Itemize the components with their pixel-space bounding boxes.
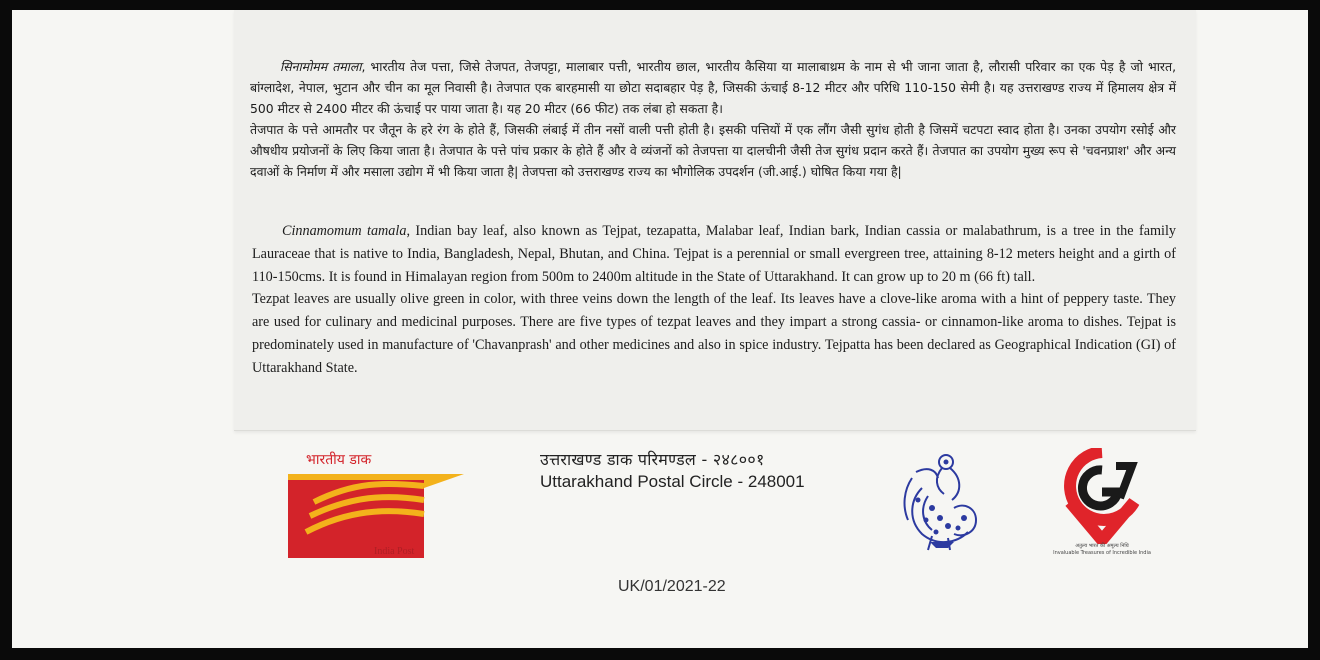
gi-caption-english: Invaluable Treasures of Incredible India	[1053, 550, 1151, 556]
postal-circle-hindi: उत्तराखण्ड डाक परिमण्डल - २४८००१	[540, 450, 765, 469]
hindi-description	[250, 56, 1176, 182]
gi-logo-icon	[1060, 448, 1144, 544]
english-paragraph-1-body: , Indian bay leaf, also known as Tejpat, tezapatta, Malabar leaf, Indian bark, Indian cassia or malabathrum, is a tree in the family Lauraceae that is native to India, Bangladesh, Nepal, Bhutan, and China. Tejpat is a perennial or small evergreen tree, attaining 8-12 meters height and a girth of 110-150cms. It is found in Himalayan region from 500m to 2400m altitude in the State of Uttarakhand. It can grow up to 20 m (66 ft) tall.	[252, 223, 1176, 285]
envelope-back	[12, 10, 1308, 648]
hindi-paragraph-1-body: , भारतीय तेज पत्ता, जिसे तेजपत, तेजपट्टा, मालाबार पत्ती, भारतीय छाल, भारतीय कैसिया या मालाबाथ्रम के नाम से भी जाना जाता है, लौरासी परिवार का एक पेड़ है जो भारत, बांग्लादेश, नेपाल, भुटान और चीन का मूल निवासी है। तेजपात एक बारहमासी या छोटा सदाबहार पेड़ है, जिसकी ऊंचाई 8-12 मीटर और परिधि 110-150 सेमी है। यह उत्तराखण्ड राज्य में हिमालय क्षेत्र में 500 मीटर से 2400 मीटर की ऊंचाई पर पाया जाता है। यह 20 मीटर (66 फीट) तक लंबा हो सकता है।	[250, 59, 1177, 116]
english-paragraph-1	[252, 220, 1176, 288]
english-paragraph-2: Tezpat leaves are usually olive green in color, with three veins down the length of the leaf. Its leaves have a clove-like aroma with a hint of peppery taste. They are used for culinary and medicinal purposes. There are five types of tezpat leaves and they impart a strong cassia- or cinnamon-like aroma to dishes. Tejpat is predominately used in manufacture of 'Chavanprash' and other medicines and also in spice industry. Tejpatta has been declared as Geographical Indication (GI) of Uttarakhand State.	[252, 291, 1176, 376]
hindi-scientific-name: सिनामोमम तमाला	[280, 59, 362, 74]
hindi-paragraph-2: तेजपात के पत्ते आमतौर पर जैतून के हरे रंग के होते हैं, जिसकी लंबाई में तीन नसों वाली पत्ती होती है। इसकी पत्तियों में एक लौंग जैसी सुगंध होती है जिसमें चटपटा स्वाद होता है। उनका उपयोग रसोई और औषधीय प्रयोजनों के लिए किया जाता है। तेजपात के पत्ते पांच प्रकार के होते हैं और वे व्यंजनों को तेजपत्ता या दालचीनी जैसी तेज सुगंध प्रदान करते हैं। तेजपात का उपयोग मुख्य रूप से 'चवनप्राश' और अन्य दवाओं के निर्माण में और मसाला उद्योग में भी किया जाता है| तेजपत्ता को उत्तराखण्ड राज्य का भौगोलिक उपदर्शन (जी.आई.) घोषित किया गया है|	[250, 122, 1176, 179]
peacock-emblem-icon	[892, 448, 988, 552]
gi-caption-hindi: अतुल्य भारत की अमूल्य निधि	[1075, 543, 1129, 549]
hindi-paragraph-1	[250, 56, 1176, 119]
english-scientific-name: Cinnamomum tamala	[282, 223, 407, 239]
gi-logo-caption	[1044, 543, 1160, 557]
english-description	[252, 220, 1176, 380]
india-post-english-name: India Post	[374, 546, 415, 557]
postal-circle-english: Uttarakhand Postal Circle - 248001	[540, 472, 805, 491]
reference-number: UK/01/2021-22	[618, 578, 726, 595]
india-post-hindi-name: भारतीय डाक	[306, 452, 372, 468]
